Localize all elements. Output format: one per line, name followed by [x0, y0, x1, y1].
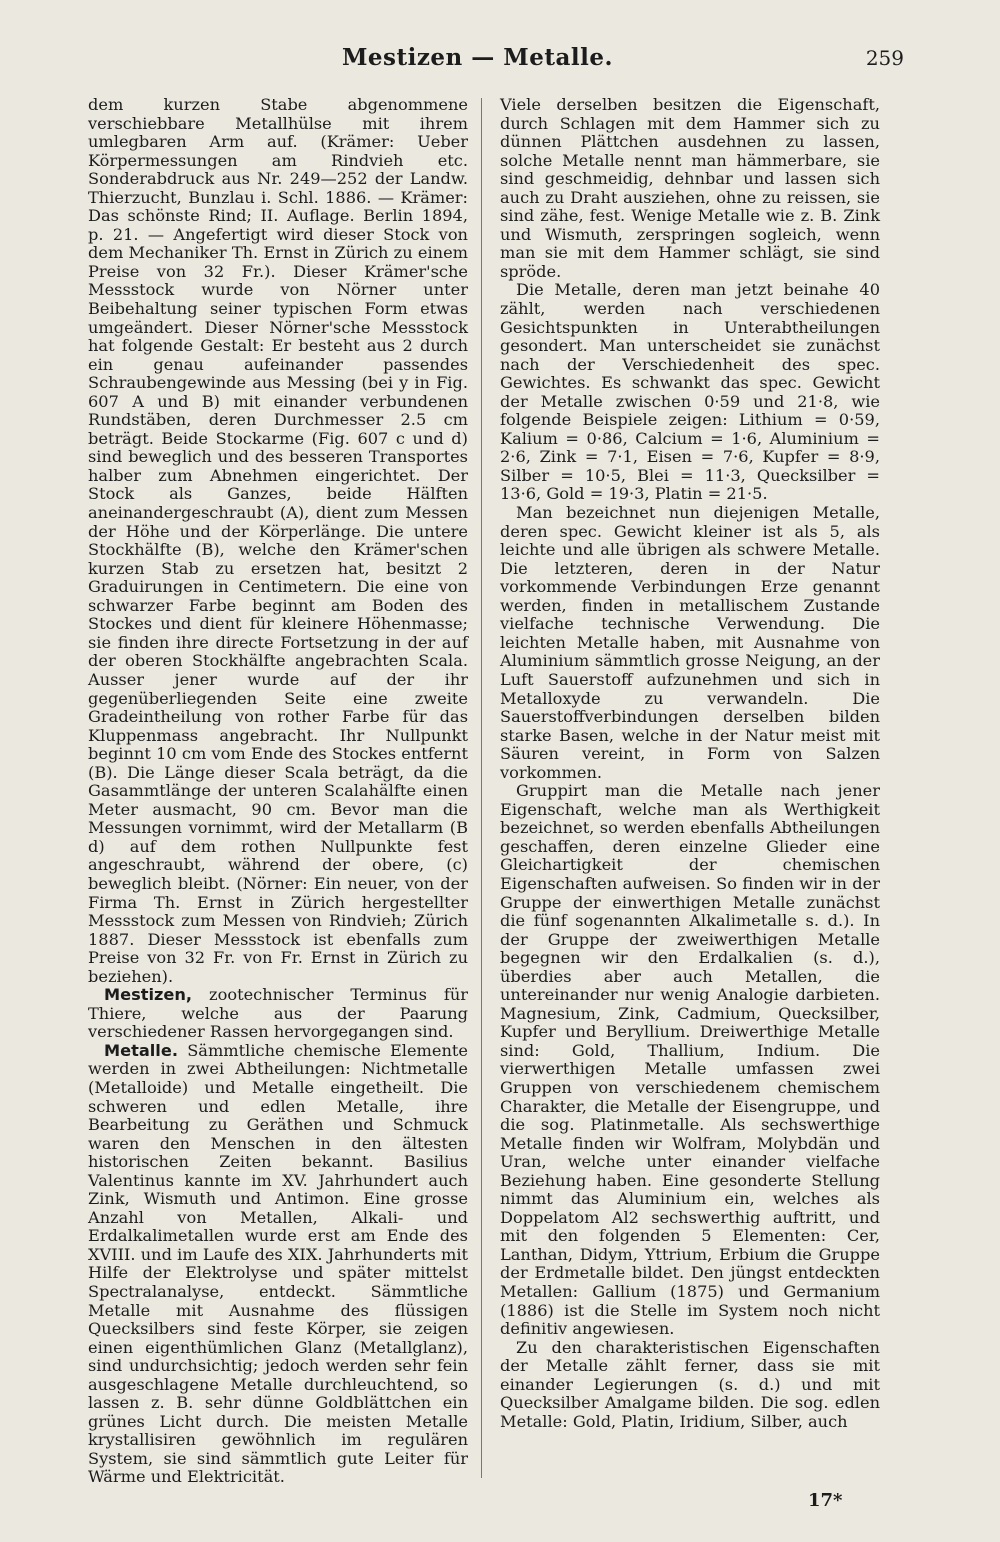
running-title: Mestizen — Metalle.: [341, 44, 614, 71]
entry-headword: Mestizen,: [104, 985, 193, 1005]
page-header: [0, 40, 1000, 80]
paragraph-text: zootechnischer Terminus für Thiere, welche aus der Paarung verschiedener Rassen hervorgegangen sind.: [88, 985, 468, 1042]
paragraph-text: Zu den charakteristischen Eigenschaften der Metalle zählt ferner, dass sie mit einander Legierungen (s. d.) und mit Quecksilber Amalgame bilden. Die sog. edlen Metalle: Gold, Platin, Iridium, Silber, auch: [500, 1337, 880, 1431]
paragraph-text: Gruppirt man die Metalle nach jener Eigenschaft, welche man als Werthigkeit bezeichnet, so werden ebenfalls Abtheilungen geschaffen, deren einzelne Glieder eine Gleichartigkeit der chemischen Eigenschaften aufweisen. So finden wir in der Gruppe der einwerthigen Metalle zunächst die fünf sogenannten Alkalimetalle s. d.). In der Gruppe der zweiwerthigen Metalle begegnen wir den Erdalkalien (s. d.), überdies aber auch Metallen, die untereinander nur wenig Analogie darbieten. Magnesium, Zink, Cadmium, Quecksilber, Kupfer und Beryllium. Dreiwerthige Metalle sind: Gold, Thallium, Indium. Die vierwerthigen Metalle umfassen zwei Gruppen von verschiedenem chemischem Charakter, die Metalle der Eisengruppe, und die sog. Platinmetalle. Als sechswerthige Metalle finden wir Wolfram, Molybdän und Uran, welche unter einander vielfache Beziehung haben. Eine gesonderte Stellung nimmt das Aluminium ein, welches als Doppelatom Al2 sechswerthig auftritt, und mit den folgenden 5 Elementen: Cer, Lanthan, Didym, Yttrium, Erbium die Gruppe der Erdmetalle bildet. Den jüngst entdeckten Metallen: Gallium (1875) und Germanium (1886) ist die Stelle im System noch nicht definitiv angewiesen.: [500, 781, 880, 1339]
paragraph: [88, 96, 468, 986]
page-number: 259: [865, 46, 904, 70]
paragraph: [500, 782, 880, 1338]
paragraph-text: Die Metalle, deren man jetzt beinahe 40 zählt, werden nach verschiedenen Gesichtspunkten in Unterabtheilungen gesondert. Man unterscheidet sie zunächst nach der Verschiedenheit des spec. Gewichtes. Es schwankt das spec. Gewicht der Metalle zwischen 0·59 und 21·8, wie folgende Beispiele zeigen: Lithium = 0·59, Kalium = 0·86, Calcium = 1·6, Aluminium = 2·6, Zink = 7·1, Eisen = 7·6, Kupfer = 8·9, Silber = 10·5, Blei = 11·3, Quecksilber = 13·6, Gold = 19·3, Platin = 21·5.: [500, 280, 880, 504]
paragraph-text: Viele derselben besitzen die Eigenschaft, durch Schlagen mit dem Hammer sich zu dünnen Plättchen ausdehnen zu lassen, solche Metalle nennt man hämmerbare, sie sind geschmeidig, dehnbar und lassen sich auch zu Draht ausziehen, ohne zu reissen, sie sind zähe, fest. Wenige Metalle wie z. B. Zink und Wismuth, zerspringen sogleich, wenn man sie mit dem Hammer schlägt, sie sind spröde.: [500, 95, 880, 281]
entry-headword: Metalle.: [104, 1040, 178, 1060]
paragraph: [500, 281, 880, 504]
paragraph: [500, 504, 880, 782]
paragraph-text: Sämmtliche chemische Elemente werden in zwei Abtheilungen: Nichtmetalle (Metalloide) und Metalle eingetheilt. Die schweren und edlen Metalle, ihre Bearbeitung zu Geräthen und Schmuck waren den Menschen in den ältesten historischen Zeiten bekannt. Basilius Valentinus kannte im XV. Jahrhundert auch Zink, Wismuth und Antimon. Eine grosse Anzahl von Metallen, Alkali- und Erdalkalimetallen wurde erst am Ende des XVIII. und im Laufe des XIX. Jahrhunderts mit Hilfe der Elektrolyse und später mittelst Spectralanalyse, entdeckt. Sämmtliche Metalle mit Ausnahme des flüssigen Quecksilbers sind feste Körper, sie zeigen einen eigenthümlichen Glanz (Metallglanz), sind undurchsichtig; jedoch werden sehr fein ausgeschlagene Metalle durchleuchtend, so lassen z. B. sehr dünne Goldblättchen ein grünes Licht durch. Die meisten Metalle krystallisiren gewöhnlich im regulären System, sie sind sämmtlich gute Leiter für Wärme und Elektricität.: [88, 1040, 468, 1487]
paragraph: [88, 1042, 468, 1487]
paragraph-text: Man bezeichnet nun diejenigen Metalle, deren spec. Gewicht kleiner ist als 5, als leichte und alle übrigen als schwere Metalle. Die letzteren, deren in der Natur vorkommende Verbindungen Erze genannt werden, finden in metallischem Zustande vielfache technische Verwendung. Die leichten Metalle haben, mit Ausnahme von Aluminium sämmtlich grosse Neigung, an der Luft Sauerstoff aufzunehmen und sich in Metalloxyde zu verwandeln. Die Sauerstoffverbindungen derselben bilden starke Basen, welche in der Natur meist mit Säuren vereint, in Form von Salzen vorkommen.: [500, 503, 880, 782]
column-divider: [481, 98, 482, 1478]
printer-signature: 17*: [808, 1490, 843, 1511]
right-column: [500, 96, 880, 1431]
paragraph: [500, 1339, 880, 1432]
paragraph-text: dem kurzen Stabe abgenommene verschiebbare Metallhülse mit ihrem umlegbaren Arm auf. (Krämer: Ueber Körpermessungen am Rindvieh etc. Sonderabdruck aus Nr. 249—252 der Landw. Thierzucht, Bunzlau i. Schl. 1886. — Krämer: Das schönste Rind; II. Auflage. Berlin 1894, p. 21. — Angefertigt wird dieser Stock von dem Mechaniker Th. Ernst in Zürich zu einem Preise von 32 Fr.). Dieser Krämer'sche Messstock wurde von Nörner unter Beibehaltung seiner typischen Form etwas umgeändert. Dieser Nörner'sche Messstock hat folgende Gestalt: Er besteht aus 2 durch ein genau aufeinander passendes Schraubengewinde aus Messing (bei y in Fig. 607 A und B) mit einander verbundenen Rundstäben, deren Durchmesser 2.5 cm beträgt. Beide Stockarme (Fig. 607 c und d) sind beweglich und des besseren Transportes halber zum Abnehmen eingerichtet. Der Stock als Ganzes, beide Hälften aneinandergeschraubt (A), dient zum Messen der Höhe und der Körperlänge. Die untere Stockhälfte (B), welche den Krämer'schen kurzen Stab zu ersetzen hat, besitzt 2 Graduirungen in Centimetern. Die eine von schwarzer Farbe beginnt am Boden des Stockes und dient für kleinere Höhenmasse; sie finden ihre directe Fortsetzung in der auf der oberen Stockhälfte angebrachten Scala. Ausser jener wurde auf der ihr gegenüberliegenden Seite eine zweite Gradeintheilung von rother Farbe für das Kluppenmass angebracht. Ihr Nullpunkt beginnt 10 cm vom Ende des Stockes entfernt (B). Die Länge dieser Scala beträgt, da die Gasammtlänge der unteren Scalahälfte einen Meter ausmacht, 90 cm. Bevor man die Messungen vornimmt, wird der Metallarm (B d) auf dem rothen Nullpunkte fest angeschraubt, während der obere, (c) beweglich bleibt. (Nörner: Ein neuer, von der Firma Th. Ernst in Zürich hergestellter Messstock zum Messen von Rindvieh; Zürich 1887. Dieser Messstock ist ebenfalls zum Preise von 32 Fr. von Fr. Ernst in Zürich zu beziehen).: [88, 95, 468, 986]
left-column: [88, 96, 468, 1487]
paragraph: [88, 986, 468, 1042]
paragraph: [500, 96, 880, 281]
